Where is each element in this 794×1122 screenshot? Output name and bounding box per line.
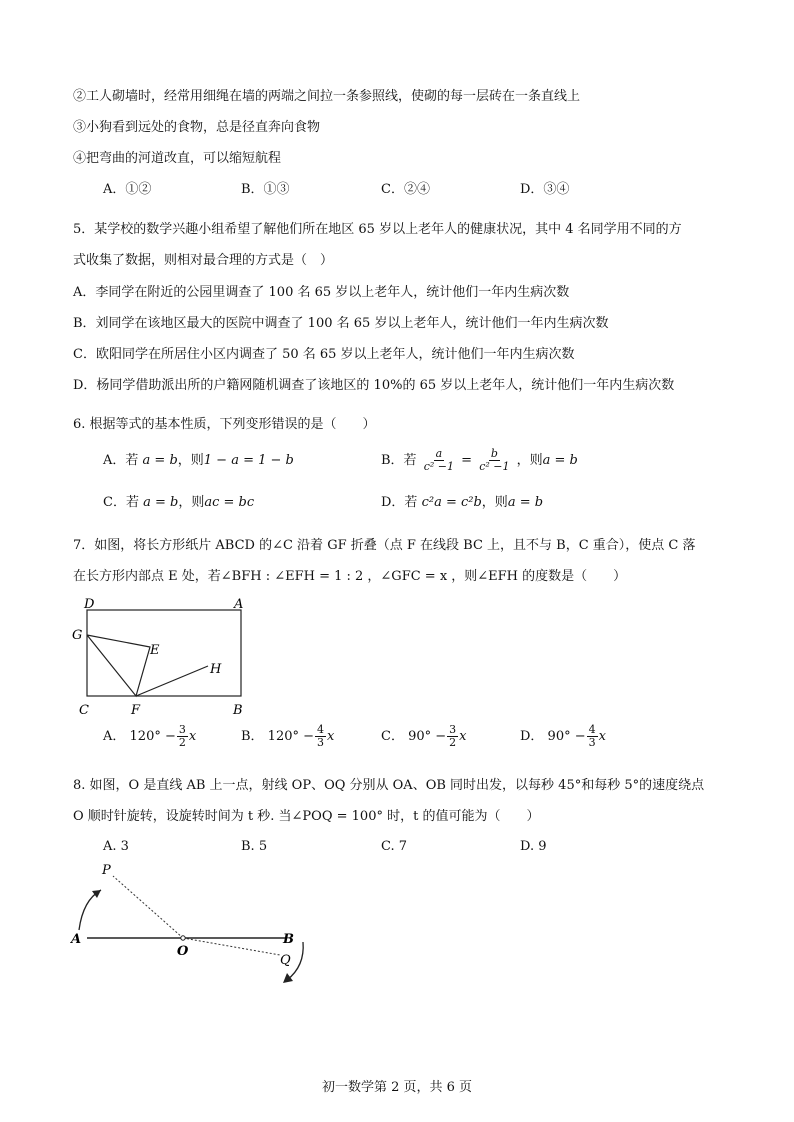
q7-figure — [65, 593, 265, 719]
page-footer: 初一数学第 2 页，共 6 页 — [321, 1080, 473, 1095]
q7-option-a[interactable]: A． 120° − $\frac{3}{2}$ x — [103, 723, 197, 749]
q4-item-4: ④把弯曲的河道改直，可以缩短航程 — [73, 151, 282, 166]
q8-figure — [65, 858, 325, 988]
q4-item-2: ②工人砌墙时，经常用细绳在墙的两端之间拉一条参照线，使砌的每一层砖在一条直线上 — [73, 89, 581, 104]
ray-op — [113, 876, 183, 938]
q8-option-a[interactable]: A. 3 — [103, 839, 129, 854]
q7-option-d[interactable]: D． 90° − $\frac{4}{3}$ x — [520, 723, 606, 749]
q5-stem-line2: 式收集了数据，则相对最合理的方式是（ ） — [73, 253, 334, 268]
q7-option-b[interactable]: B． 120° − $\frac{4}{3}$ x — [241, 723, 335, 749]
q6-b-fraction-left: $\frac{a}{\text{c² −1}}$ — [423, 447, 454, 473]
q6-stem: 6. 根据等式的基本性质，下列变形错误的是（ ） — [73, 417, 376, 432]
q7-stem-line1: 7．如图，将长方形纸片 ABCD 的∠C 沿着 GF 折叠（点 F 在线段 BC 上，且不与 B，C 重合），使点 C 落 — [73, 538, 696, 553]
label-c: C — [79, 703, 89, 718]
label-d: D — [84, 597, 95, 612]
q7-option-c[interactable]: C． 90° − $\frac{3}{2}$ x — [381, 723, 467, 749]
ray-fh — [136, 666, 208, 696]
label-a: A — [71, 932, 82, 947]
q5-option-a[interactable]: A．李同学在附近的公园里调查了 100 名 65 岁以上老年人，统计他们一年内生病次数 — [73, 285, 570, 300]
label-g: G — [72, 628, 83, 643]
q5-stem-line1: 5．某学校的数学兴趣小组希望了解他们所在地区 65 岁以上老年人的健康状况，其中 4 名同学用不同的方 — [73, 222, 682, 237]
q8-option-c[interactable]: C. 7 — [381, 839, 408, 854]
q6-option-d[interactable]: D．若 c²a = c²b，则a = b — [381, 495, 544, 510]
q5-option-c[interactable]: C．欧阳同学在所居住小区内调查了 50 名 65 岁以上老年人，统计他们一年内生病次数 — [73, 347, 575, 362]
label-b: B — [283, 932, 294, 947]
label-f: F — [131, 703, 141, 718]
q6-option-b[interactable]: B．若 $\frac{a}{\text{c² −1}}$ = $\frac{b}{\text{c² −1}}$ ，则a = b — [381, 447, 578, 473]
q4-option-b[interactable]: B．①③ — [241, 182, 290, 197]
q4-option-c[interactable]: C．②④ — [381, 182, 430, 197]
q5-option-d[interactable]: D．杨同学借助派出所的户籍网随机调查了该地区的 10%的 65 岁以上老年人，统计他们一年内生病次数 — [73, 378, 675, 393]
rectangle-abcd — [87, 610, 241, 696]
label-h: H — [210, 662, 222, 677]
ray-oq — [183, 938, 280, 955]
arrow-head-p — [92, 890, 101, 898]
label-o: O — [177, 944, 189, 959]
q7-stem-line2: 在长方形内部点 E 处，若∠BFH : ∠EFH = 1 : 2 ，∠GFC = x ，则∠EFH 的度数是（ ） — [73, 569, 627, 584]
q8-option-b[interactable]: B. 5 — [241, 839, 268, 854]
arrow-head-q — [283, 973, 293, 983]
q8-option-d[interactable]: D. 9 — [520, 839, 547, 854]
q5-option-b[interactable]: B．刘同学在该地区最大的医院中调查了 100 名 65 岁以上老年人，统计他们一年内生病次数 — [73, 316, 609, 331]
q6-option-c[interactable]: C．若 a = b，则ac = bc — [103, 495, 255, 510]
label-p: P — [102, 863, 111, 878]
q6-option-a[interactable]: A．若 a = b，则1 − a = 1 − b — [103, 453, 294, 468]
q8-stem-line2: O 顺时针旋转，设旋转时间为 t 秒. 当∠POQ = 100° 时，t 的值可能为（ ） — [73, 809, 540, 824]
q4-option-d[interactable]: D．③④ — [520, 182, 570, 197]
label-b: B — [233, 703, 243, 718]
label-q: Q — [280, 953, 291, 968]
q4-option-a[interactable]: A．①② — [103, 182, 152, 197]
label-a: A — [234, 597, 244, 612]
label-e: E — [150, 643, 160, 658]
point-o — [181, 936, 185, 940]
q6-b-fraction-right: $\frac{b}{\text{c² −1}}$ — [479, 447, 510, 473]
fold-triangle-gef — [87, 635, 150, 696]
q8-stem-line1: 8. 如图，O 是直线 AB 上一点，射线 OP、OQ 分别从 OA、OB 同时出发，以每秒 45°和每秒 5°的速度绕点 — [73, 778, 705, 793]
q4-item-3: ③小狗看到远处的食物，总是径直奔向食物 — [73, 120, 321, 135]
